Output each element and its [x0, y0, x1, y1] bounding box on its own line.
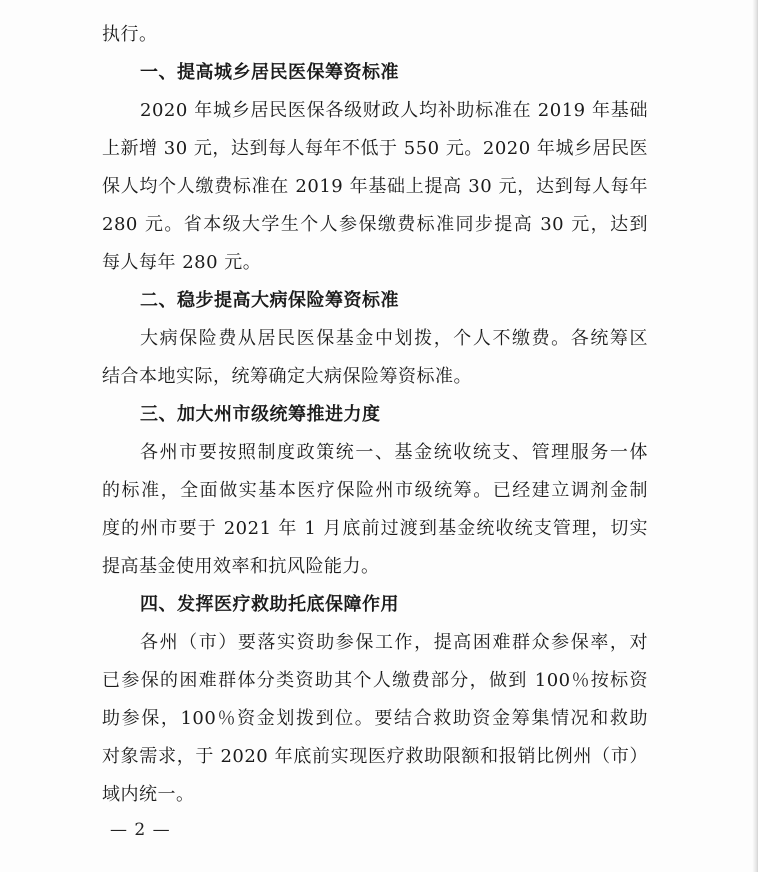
text-line: 对象需求，于 2020 年底前实现医疗救助限额和报销比例州（市）: [102, 746, 648, 767]
text-line: 结合本地实际，统筹确定大病保险筹资标准。: [102, 366, 472, 387]
text-line: 执行。: [102, 24, 158, 45]
text-line: 已参保的困难群体分类资助其个人缴费部分，做到 100％按标资: [102, 670, 648, 691]
text-line: 上新增 30 元，达到每人每年不低于 550 元。2020 年城乡居民医: [102, 138, 648, 159]
text-line: 各州市要按照制度政策统一、基金统收统支、管理服务一体: [140, 442, 648, 463]
text-line: 助参保，100％资金划拨到位。要结合救助资金筹集情况和救助: [102, 708, 648, 729]
text-line: 各州（市）要落实资助参保工作，提高困难群众参保率，对: [140, 632, 648, 653]
text-line: 2020 年城乡居民医保各级财政人均补助标准在 2019 年基础: [140, 100, 648, 121]
text-line: 保人均个人缴费标准在 2019 年基础上提高 30 元，达到每人每年: [102, 176, 648, 197]
text-line: 的标准，全面做实基本医疗保险州市级统筹。已经建立调剂金制: [102, 480, 648, 501]
text-line: 280 元。省本级大学生个人参保缴费标准同步提高 30 元，达到: [102, 214, 648, 235]
document-body: [102, 16, 648, 814]
text-line: 域内统一。: [102, 784, 195, 805]
page-number: — 2 —: [110, 820, 171, 840]
text-line: 每人每年 280 元。: [102, 252, 262, 273]
page-edge-shadow: [752, 0, 758, 872]
text-line: 大病保险费从居民医保基金中划拨，个人不缴费。各统筹区: [140, 328, 648, 349]
section-heading-3: 三、加大州市级统筹推进力度: [140, 404, 381, 425]
text-line: 度的州市要于 2021 年 1 月底前过渡到基金统收统支管理，切实: [102, 518, 648, 539]
text-line: 提高基金使用效率和抗风险能力。: [102, 556, 380, 577]
section-heading-4: 四、发挥医疗救助托底保障作用: [140, 594, 399, 615]
section-heading-1: 一、提高城乡居民医保筹资标准: [140, 62, 399, 83]
section-heading-2: 二、稳步提高大病保险筹资标准: [140, 290, 399, 311]
